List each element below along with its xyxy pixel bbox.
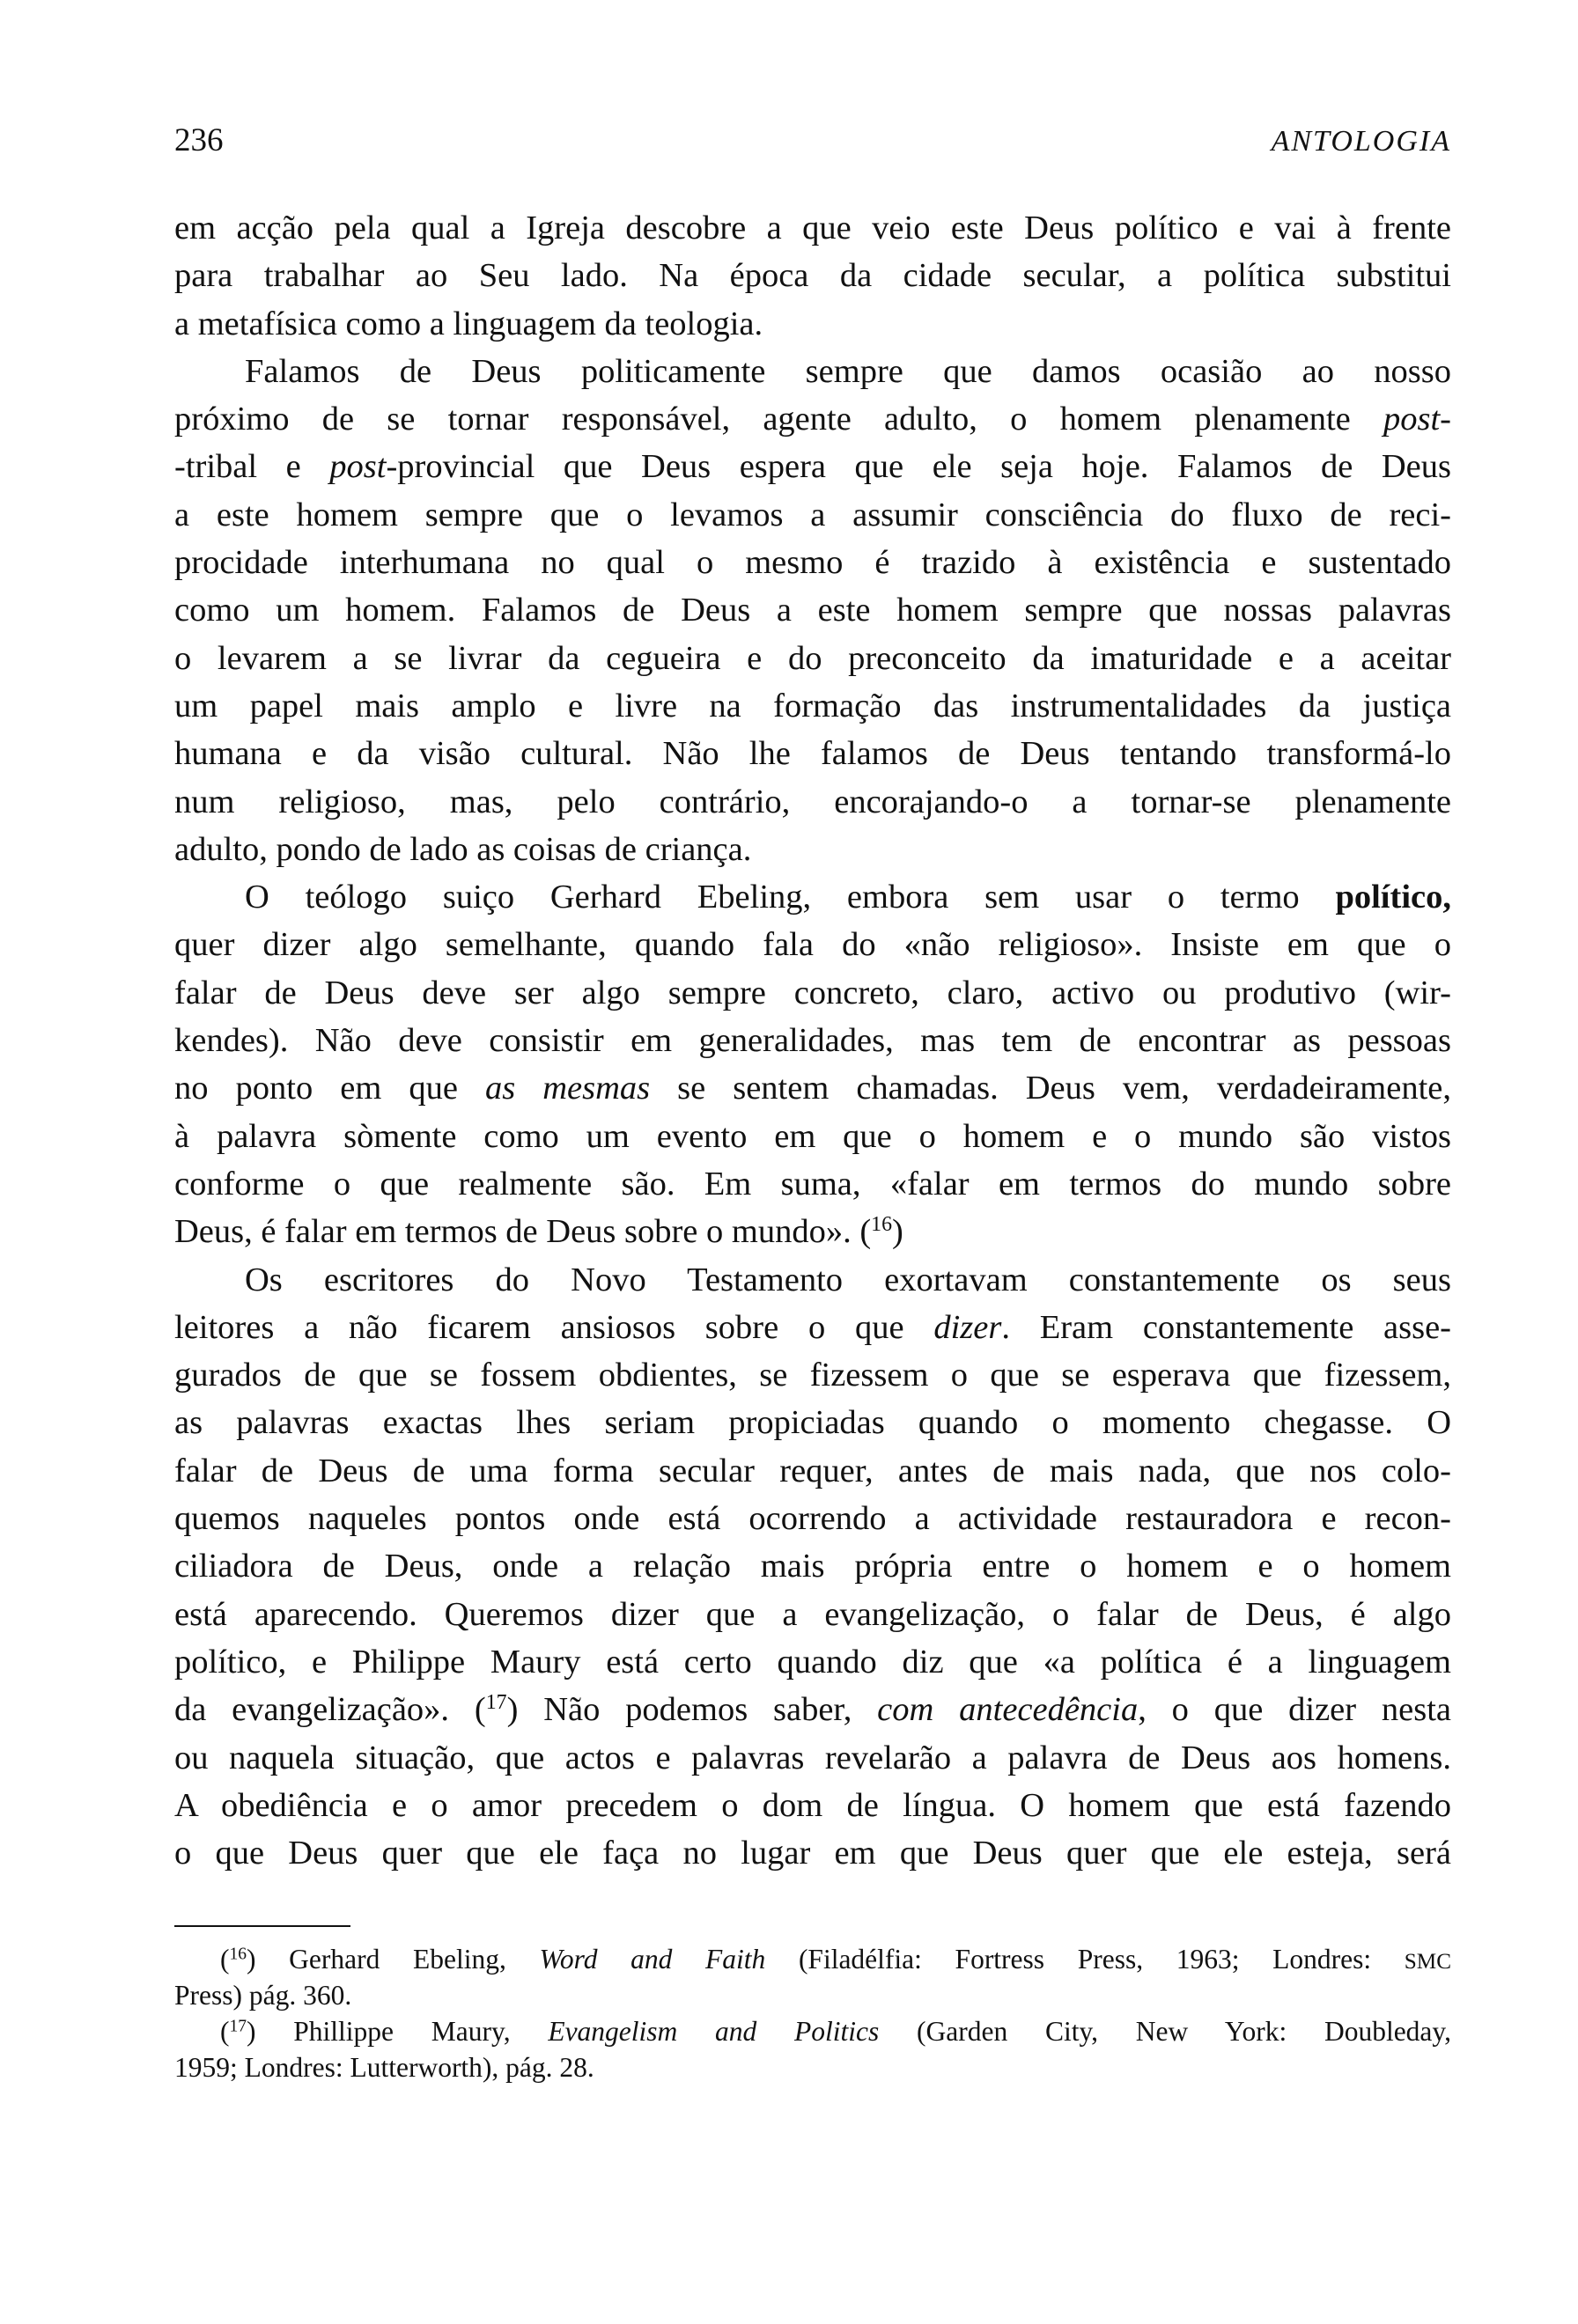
- text-line: para trabalhar ao Seu lado. Na época da cidade secular, a política substitui: [174, 257, 1451, 295]
- text-line: num religioso, mas, pelo contrário, encorajando-o a tornar-se plenamente: [174, 783, 1451, 820]
- footnote-line: 1959; Londres: Lutterworth), pág. 28.: [174, 2052, 594, 2083]
- text-line: gurados de que se fossem obdientes, se fizessem o que se esperava que fizessem,: [174, 1357, 1451, 1394]
- text-line: quer dizer algo semelhante, quando fala do «não religioso». Insiste em que o: [174, 926, 1451, 964]
- text-line: falar de Deus de uma forma secular requer, antes de mais nada, que nos colo-: [174, 1452, 1451, 1489]
- text-line: procidade interhumana no qual o mesmo é trazido à existência e sustentado: [174, 544, 1451, 582]
- page-number: 236: [174, 122, 224, 158]
- text-line: da evangelização». ($^{17}$) Não podemos saber, com antecedência, o que dizer nesta: [174, 1691, 1452, 1729]
- text-line: como um homem. Falamos de Deus a este homem sempre que nossas palavras: [174, 592, 1451, 629]
- footnotes: [174, 1941, 1451, 2085]
- text-line: leitores a não ficarem ansiosos sobre o que dizer. Eram constantemente asse-: [174, 1308, 1451, 1346]
- footnote-rule: [174, 1925, 350, 1927]
- text-line: a metafísica como a linguagem da teologia.: [174, 305, 763, 342]
- text-line: político, e Philippe Maury está certo quando diz que «a política é a linguagem: [174, 1643, 1451, 1680]
- text-line: a este homem sempre que o levamos a assumir consciência do fluxo de reci-: [174, 496, 1451, 533]
- text-line: O teólogo suiço Gerhard Ebeling, embora sem usar o termo político,: [245, 879, 1451, 916]
- text-line: as palavras exactas lhes seriam propiciadas quando o momento chegasse. O: [174, 1404, 1451, 1442]
- text-line: em acção pela qual a Igreja descobre a que veio este Deus político e vai à frente: [174, 210, 1451, 246]
- page-header: [174, 121, 1451, 174]
- text-line: Falamos de Deus politicamente sempre que damos ocasião ao nosso: [245, 352, 1451, 390]
- text-line: ciliadora de Deus, onde a relação mais própria entre o homem e o homem: [174, 1548, 1451, 1585]
- text-line: quemos naqueles pontos onde está ocorrendo a actividade restauradora e recon-: [174, 1500, 1451, 1538]
- text-line: está aparecendo. Queremos dizer que a evangelização, o falar de Deus, é algo: [174, 1595, 1451, 1633]
- text-line: Deus, é falar em termos de Deus sobre o mundo». ($^{16}$): [174, 1213, 903, 1251]
- text-line: A obediência e o amor precedem o dom de língua. O homem que está fazendo: [174, 1786, 1451, 1824]
- text-line: ou naquela situação, que actos e palavras revelarão a palavra de Deus aos homens.: [174, 1739, 1451, 1776]
- text-line: Os escritores do Novo Testamento exortavam constantemente os seus: [245, 1261, 1451, 1298]
- text-line: conforme o que realmente são. Em suma, «falar em termos do mundo sobre: [174, 1165, 1451, 1202]
- text-line: no ponto em que as mesmas se sentem chamadas. Deus vem, verdadeiramente,: [174, 1070, 1451, 1107]
- text-line: o que Deus quer que ele faça no lugar em que Deus quer que ele esteja, será: [174, 1835, 1451, 1872]
- text-line: humana e da visão cultural. Não lhe falamos de Deus tentando transformá-lo: [174, 735, 1451, 773]
- text-line: adulto, pondo de lado as coisas de criança.: [174, 830, 752, 868]
- text-line: próximo de se tornar responsável, agente adulto, o homem plenamente post-: [174, 401, 1451, 438]
- text-line: o levarem a se livrar da cegueira e do preconceito da imaturidade e a aceitar: [174, 639, 1451, 677]
- text-line: à palavra sòmente como um evento em que o homem e o mundo são vistos: [174, 1117, 1451, 1155]
- body-text: [174, 204, 1451, 1877]
- footnote-line: ($^{17}$) Phillippe Maury, Evangelism and Politics (Garden City, New York: Doubleday,: [220, 2016, 1451, 2047]
- text-line: um papel mais amplo e livre na formação das instrumentalidades da justiça: [174, 687, 1451, 724]
- footnote-line: Press) pág. 360.: [174, 1980, 352, 2011]
- footnote-line: ($^{16}$) Gerhard Ebeling, Word and Faith (Filadélfia: Fortress Press, 1963; Londres: SMC: [220, 1944, 1452, 1975]
- text-line: -tribal e post-provincial que Deus espera que ele seja hoje. Falamos de Deus: [174, 448, 1451, 486]
- running-title: ANTOLOGIA: [1271, 125, 1451, 158]
- text-line: kendes). Não deve consistir em generalidades, mas tem de encontrar as pessoas: [174, 1022, 1451, 1060]
- text-line: falar de Deus deve ser algo sempre concreto, claro, activo ou produtivo (wir-: [174, 974, 1451, 1011]
